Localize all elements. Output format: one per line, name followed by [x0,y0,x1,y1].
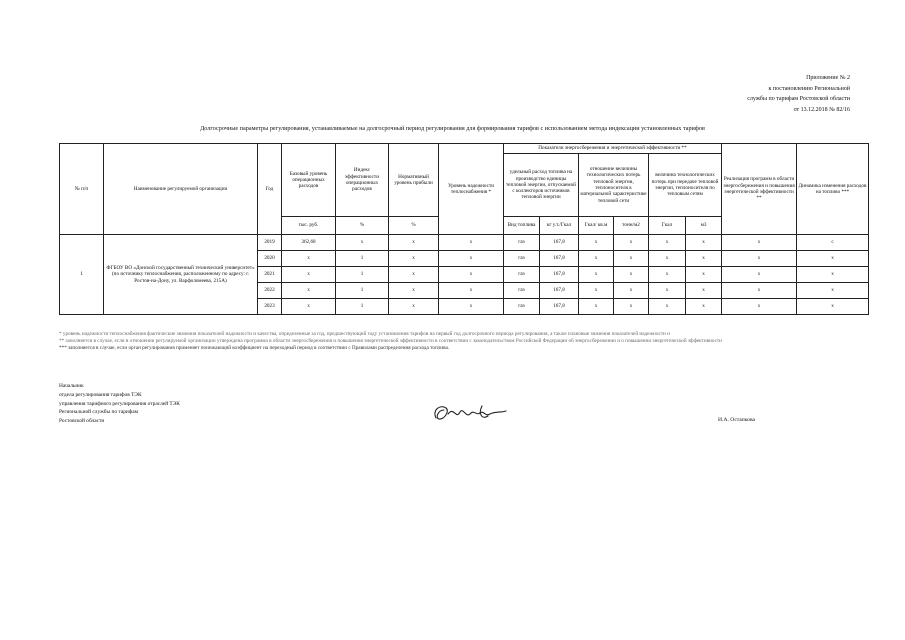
header-programs: Реализация программ в области энергосбережения и повышения энергетической эффективности ** [722,144,797,235]
table-row [60,235,869,251]
cell-loss-3: x [649,299,686,315]
unit-specific: кг у.т./Гкал [540,217,579,235]
header-base-level: Базовый уровень операционных расходов [282,144,336,217]
header-organization: Наименование регулируемой организации [104,144,258,235]
cell-loss-1: x [579,283,614,299]
appendix-header [747,73,850,115]
header-dynamics: Динамика изменения расходов на топливо *** [797,144,869,235]
cell-year: 2020 [258,251,282,267]
cell-fuel: газ [504,299,540,315]
parameters-table [59,143,869,315]
cell-reliability: x [439,251,504,267]
cell-programs: x [722,267,797,283]
cell-base: 362,68 [282,235,336,251]
cell-norm: x [389,251,439,267]
cell-loss-3: x [649,251,686,267]
cell-loss-2: x [614,235,649,251]
cell-programs: x [722,235,797,251]
unit-fuel-type: Вид топлива [504,217,540,235]
cell-index: 1 [336,267,389,283]
cell-loss-2: x [614,299,649,315]
cell-loss-1: x [579,251,614,267]
appendix-line-4: от 13.12.2018 № 82/16 [793,106,850,113]
cell-base: x [282,267,336,283]
cell-fuel: газ [504,283,540,299]
cell-index: 1 [336,299,389,315]
unit-base: тыс. руб. [282,217,336,235]
footnote-3: *** заполняется в случае, если орган регулирования применяет понижающий коэффициент на переходный период в соответствии с Правилами распределения расхода топлива. [59,345,450,352]
signatory-line-5: Ростовской области [59,418,105,425]
cell-dynamics: x [797,283,869,299]
cell-dynamics: x [797,299,869,315]
cell-norm: x [389,299,439,315]
cell-index: 1 [336,251,389,267]
cell-year: 2022 [258,283,282,299]
signatory-name: И.А. Остапкова [718,417,755,423]
cell-base: x [282,299,336,315]
cell-loss-3: x [649,235,686,251]
cell-loss-4: x [686,251,722,267]
cell-reliability: x [439,267,504,283]
cell-loss-2: x [614,283,649,299]
cell-loss-4: x [686,267,722,283]
document-title: Долгосрочные параметры регулирования, устанавливаемые на долгосрочный период регулирования для формирования тарифов с использованием метода индексации установленных тарифов [200,125,705,132]
cell-programs: x [722,283,797,299]
cell-year: 2021 [258,267,282,283]
cell-year: 2019 [258,235,282,251]
unit-loss-3: Гкал [649,217,686,235]
cell-loss-4: x [686,283,722,299]
row-number: 1 [60,235,104,315]
cell-reliability: x [439,283,504,299]
cell-base: x [282,251,336,267]
cell-reliability: x [439,235,504,251]
unit-loss-4: м3 [686,217,722,235]
signatory-line-3: управления тарифного регулирования отраслей ТЭК [59,400,180,407]
cell-index: 1 [336,283,389,299]
cell-loss-2: x [614,251,649,267]
handwritten-signature [430,398,525,430]
appendix-line-2: к постановлению Региональной [768,85,850,92]
cell-fuel: газ [504,235,540,251]
cell-specific: 167,8 [540,235,579,251]
footnote-1: * уровень надежности теплоснабжения фактические значения показателей надежности и качества, определенные за год, предшествующий году установления тарифов на первый год долгосрочного периода регулирования, а также плановые значения показателей надежности и [59,331,670,337]
signatory-line-4: Региональной службы по тарифам [59,409,139,416]
cell-loss-1: x [579,299,614,315]
header-specific-fuel: удельный расход топлива на производство единицы тепловой энергии, отпускаемой с коллекторов источников тепловой энергии [504,154,579,217]
signatory-line-2: отдела регулирования тарифов ТЭК [59,391,142,398]
cell-base: x [282,283,336,299]
header-year: Год [258,144,282,235]
cell-programs: x [722,251,797,267]
cell-loss-3: x [649,267,686,283]
cell-fuel: газ [504,251,540,267]
cell-year: 2023 [258,299,282,315]
header-reliability: Уровень надежности теплоснабжения * [439,144,504,235]
cell-loss-4: x [686,235,722,251]
cell-specific: 167,8 [540,251,579,267]
signatory-position [59,382,180,426]
cell-dynamics: x [797,251,869,267]
cell-norm: x [389,267,439,283]
cell-loss-3: x [649,283,686,299]
cell-specific: 167,8 [540,267,579,283]
cell-dynamics: x [797,267,869,283]
appendix-line-1: Приложение № 2 [806,75,850,81]
appendix-line-3: службы по тарифам Ростовской области [747,96,850,102]
footnote-2: ** заполняется в случае, если в отношении регулируемой организации утверждена программа в области энергосбережения и повышения энергетической эффективности в соответствии с законодательством Российской Федерации об энергосбережении и о повышении энергетической эффективности [59,338,722,345]
cell-index: x [336,235,389,251]
header-number: № п/п [60,144,104,235]
unit-loss-1: Гкал/ кв.м [579,217,614,235]
cell-specific: 167,8 [540,283,579,299]
unit-norm: % [389,217,439,235]
header-efficiency-index: Индекс эффективности операционных расходов [336,144,389,217]
header-energy-group: Показатели энергосбережения и энергетической эффективности ** [504,144,722,154]
cell-programs: x [722,299,797,315]
cell-norm: x [389,283,439,299]
cell-loss-1: x [579,267,614,283]
unit-loss-2: тонн/м2 [614,217,649,235]
footnotes [59,331,854,353]
cell-loss-2: x [614,267,649,283]
signatory-line-1: Начальник [59,383,84,389]
cell-dynamics: c [797,235,869,251]
cell-fuel: газ [504,267,540,283]
cell-norm: x [389,235,439,251]
cell-reliability: x [439,299,504,315]
header-technological-losses: величина технологических потерь при передаче тепловой энергии, теплоносителя по тепловым сетям [649,154,722,217]
cell-loss-4: x [686,299,722,315]
organization-name: ФГБОУ ВО «Донской государственный технический университет» (по источнику теплоснабжения, расположенному по адресу: г. Ростов-на-Дону, ул. Варфоломеева, 215А) [104,235,258,315]
cell-loss-1: x [579,235,614,251]
header-normative-profit: Нормативный уровень прибыли [389,144,439,217]
cell-specific: 167,8 [540,299,579,315]
unit-index: % [336,217,389,235]
header-loss-ratio: отношение величины технологических потерь тепловой энергии, теплоносителя к материальной характеристике тепловой сети [579,154,649,217]
